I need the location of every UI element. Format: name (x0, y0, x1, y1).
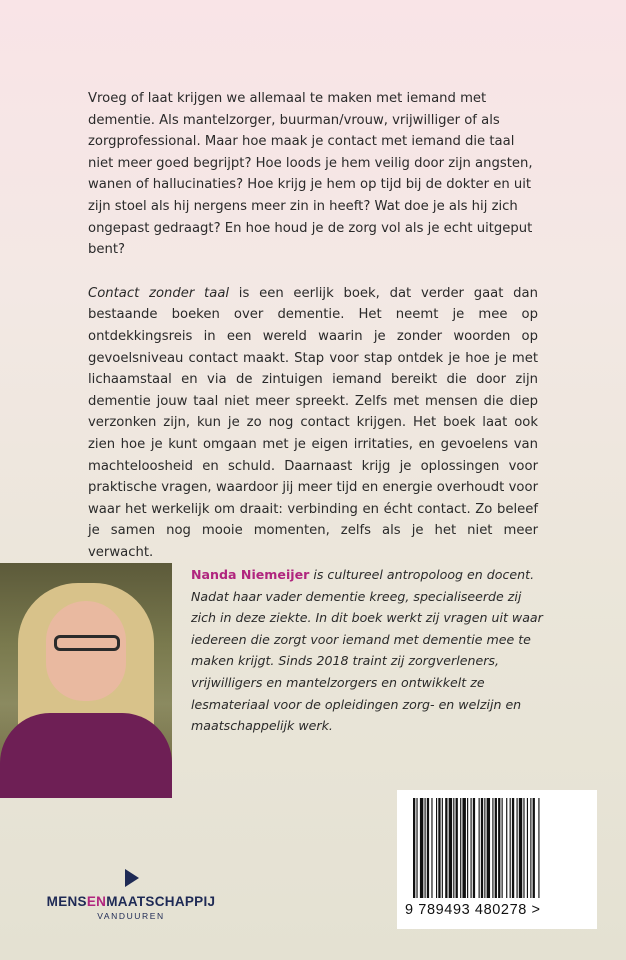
publisher-logo (40, 866, 222, 921)
back-cover-blurb (88, 88, 538, 585)
author-name: Nanda Niemeijer (191, 567, 310, 582)
publisher-mark-icon (119, 866, 143, 890)
blurb-paragraph-2 (88, 283, 538, 564)
barcode-bars (407, 798, 587, 902)
book-title: Contact zonder taal (88, 285, 230, 301)
author-photo (0, 563, 172, 798)
isbn-barcode (397, 790, 597, 929)
blurb-paragraph-1: Vroeg of laat krijgen we allemaal te maken met iemand met dementie. Als mantelzorger, buurman/vrouw, vrijwilliger of als zorgprofessional. Maar hoe maak je contact met iemand die taal niet meer goed begrijpt? Hoe loods je hem veilig door zijn angsten, wanen of hallucinaties? Hoe krijg je hem op tijd bij de dokter en uit zijn stoel als hij nergens meer zin in heeft? Wat doe je als hij zich ongepast gedraagt? En hoe houd je de zorg vol als je echt uitgeput bent? (88, 91, 533, 258)
publisher-name: MENSENMAATSCHAPPIJ (46, 894, 216, 909)
publisher-subname: VANDUUREN (97, 911, 165, 921)
author-bio (191, 564, 547, 737)
isbn-number: 9 789493 480278 > (405, 902, 541, 918)
blurb-paragraph-2-text: is een eerlijk boek, dat verder gaat dan bestaande boeken over dementie. Het neemt je mee op ontdekkingsreis in een wereld waarin je zonder woorden op gevoelsniveau contact maakt. Stap voor stap ontdek je hoe je met lichaamstaal en via de zintuigen iemand bereikt die door zijn dementie jouw taal niet meer spreekt. Zelfs met mensen die diep verzonken zijn, kun je zo nog contact krijgen. Het boek laat ook zien hoe je kunt omgaan met je eigen irritaties, en gevoelens van machteloosheid en schuld. Daarnaast krijg je oplossingen voor praktische vragen, waardoor jij meer tijd en energie overhoudt voor waar het werkelijk om draait: verbinding en écht contact. Zo beleef je samen nog mooie momenten, zelfs als je het niet meer verwacht. (88, 285, 538, 560)
author-bio-text: is cultureel antropoloog en docent. Nadat haar vader dementie kreeg, specialiseerde zij zich in deze ziekte. In dit boek werkt zij vragen uit waar iedereen die zorgt voor iemand met dementie mee te maken krijgt. Sinds 2018 traint zij zorgverleners, vrijwilligers en mantelzorgers en ontwikkelt ze lesmateriaal voor de opleidingen zorg- en welzijn en maatschappelijk werk. (191, 567, 543, 734)
